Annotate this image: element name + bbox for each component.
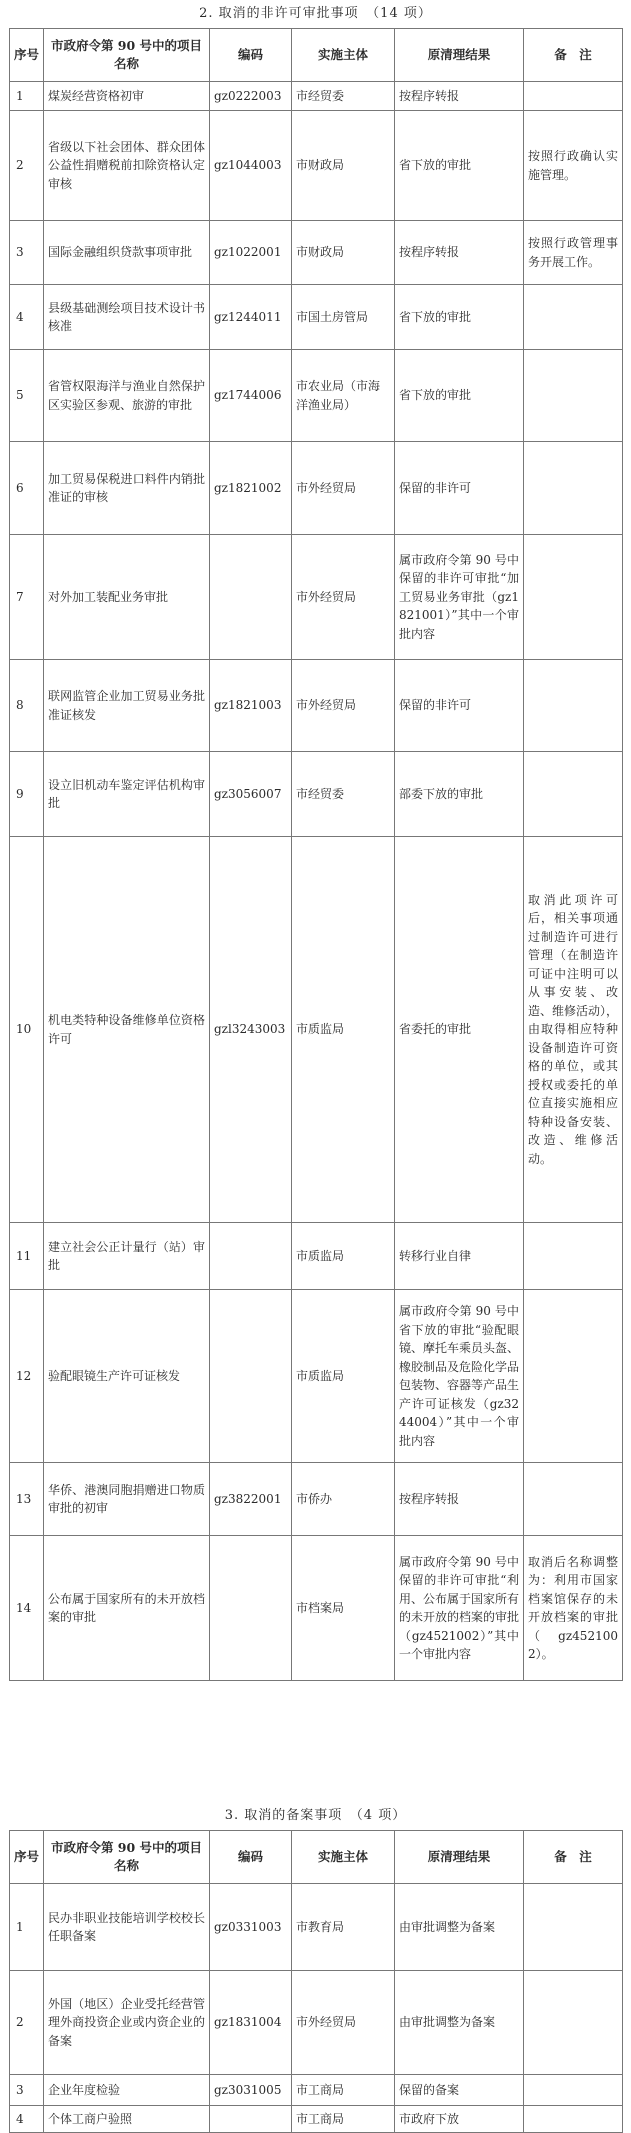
row-index: 1 (10, 1884, 44, 1971)
original-result: 保留的非许可 (395, 442, 524, 535)
table-header-row (10, 1831, 623, 1884)
header-agency: 实施主体 (292, 29, 395, 82)
item-code: gz3822001 (210, 1463, 292, 1536)
agency: 市质监局 (292, 1290, 395, 1463)
project-name: 个体工商户验照 (44, 2106, 210, 2133)
remarks (524, 2075, 623, 2106)
row-index: 9 (10, 752, 44, 837)
item-code: gz3056007 (210, 752, 292, 837)
remarks (524, 1223, 623, 1290)
item-code: gz1831004 (210, 1971, 292, 2075)
remarks (524, 535, 623, 660)
row-index: 2 (10, 111, 44, 221)
project-name: 验配眼镜生产许可证核发 (44, 1290, 210, 1463)
table-row (10, 442, 623, 535)
row-index: 13 (10, 1463, 44, 1536)
remarks (524, 1971, 623, 2075)
project-name: 民办非职业技能培训学校校长任职备案 (44, 1884, 210, 1971)
remarks (524, 1884, 623, 1971)
original-result: 部委下放的审批 (395, 752, 524, 837)
agency: 市工商局 (292, 2106, 395, 2133)
item-code (210, 535, 292, 660)
original-result: 按程序转报 (395, 221, 524, 285)
remarks (524, 350, 623, 442)
row-index: 11 (10, 1223, 44, 1290)
item-code: gz1821003 (210, 660, 292, 752)
table-row (10, 837, 623, 1223)
original-result: 省下放的审批 (395, 111, 524, 221)
project-name: 华侨、港澳同胞捐赠进口物质审批的初审 (44, 1463, 210, 1536)
original-result: 属市政府令第 90 号中保留的非许可审批“加工贸易业务审批（gz1821001）”其中一个审批内容 (395, 535, 524, 660)
row-index: 2 (10, 1971, 44, 2075)
header-remarks: 备 注 (524, 1831, 623, 1884)
agency: 市工商局 (292, 2075, 395, 2106)
remarks (524, 2106, 623, 2133)
agency: 市教育局 (292, 1884, 395, 1971)
project-name: 外国（地区）企业受托经营管理外商投资企业或内资企业的备案 (44, 1971, 210, 2075)
section-2-table (9, 28, 623, 1681)
table-row (10, 1290, 623, 1463)
row-index: 6 (10, 442, 44, 535)
section-3-table (9, 1830, 623, 2133)
item-code: gz1821002 (210, 442, 292, 535)
item-code: gz1244011 (210, 285, 292, 350)
remarks (524, 752, 623, 837)
header-original-result: 原清理结果 (395, 29, 524, 82)
original-result: 市政府下放 (395, 2106, 524, 2133)
table-row (10, 1223, 623, 1290)
agency: 市财政局 (292, 221, 395, 285)
table-row (10, 752, 623, 837)
item-code: gz3031005 (210, 2075, 292, 2106)
agency: 市质监局 (292, 1223, 395, 1290)
table-row (10, 285, 623, 350)
agency: 市农业局（市海洋渔业局） (292, 350, 395, 442)
row-index: 8 (10, 660, 44, 752)
row-index: 3 (10, 221, 44, 285)
item-code (210, 2106, 292, 2133)
remarks (524, 1290, 623, 1463)
project-name: 国际金融组织贷款事项审批 (44, 221, 210, 285)
agency: 市外经贸局 (292, 660, 395, 752)
table-row (10, 111, 623, 221)
item-code: gz0331003 (210, 1884, 292, 1971)
original-result: 按程序转报 (395, 82, 524, 111)
original-result: 由审批调整为备案 (395, 1884, 524, 1971)
row-index: 10 (10, 837, 44, 1223)
original-result: 属市政府令第 90 号中保留的非许可审批“利用、公布属于国家所有的未开放的档案的审批（gz4521002）”其中一个审批内容 (395, 1536, 524, 1681)
item-code: gz1022001 (210, 221, 292, 285)
table-row (10, 660, 623, 752)
table-row (10, 535, 623, 660)
table-row (10, 1463, 623, 1536)
table-row (10, 82, 623, 111)
original-result: 按程序转报 (395, 1463, 524, 1536)
agency: 市外经贸局 (292, 442, 395, 535)
table-row (10, 1971, 623, 2075)
remarks (524, 660, 623, 752)
section-3-title: 3. 取消的备案事项 （4 项） (224, 1808, 407, 1823)
original-result: 省下放的审批 (395, 350, 524, 442)
agency: 市经贸委 (292, 752, 395, 837)
section-2-title: 2. 取消的非许可审批事项 （14 项） (199, 6, 432, 21)
project-name: 企业年度检验 (44, 2075, 210, 2106)
remarks: 按照行政确认实施管理。 (524, 111, 623, 221)
remarks (524, 285, 623, 350)
project-name: 机电类特种设备维修单位资格许可 (44, 837, 210, 1223)
row-index: 14 (10, 1536, 44, 1681)
original-result: 省下放的审批 (395, 285, 524, 350)
row-index: 3 (10, 2075, 44, 2106)
header-project-name: 市政府令第 90 号中的项目名称 (44, 29, 210, 82)
project-name: 公布属于国家所有的未开放档案的审批 (44, 1536, 210, 1681)
header-remarks: 备 注 (524, 29, 623, 82)
agency: 市经贸委 (292, 82, 395, 111)
agency: 市外经贸局 (292, 535, 395, 660)
remarks: 取消后名称调整为：利用市国家档案馆保存的未开放档案的审批（gz4521002）。 (524, 1536, 623, 1681)
row-index: 5 (10, 350, 44, 442)
project-name: 加工贸易保税进口料件内销批准证的审核 (44, 442, 210, 535)
header-agency: 实施主体 (292, 1831, 395, 1884)
header-original-result: 原清理结果 (395, 1831, 524, 1884)
item-code (210, 1290, 292, 1463)
project-name: 联网监管企业加工贸易业务批准证核发 (44, 660, 210, 752)
project-name: 设立旧机动车鉴定评估机构审批 (44, 752, 210, 837)
item-code: gz1744006 (210, 350, 292, 442)
original-result: 保留的非许可 (395, 660, 524, 752)
row-index: 1 (10, 82, 44, 111)
table-row (10, 1536, 623, 1681)
remarks: 取消此项许可后，相关事项通过制造许可进行管理（在制造许可证中注明可以从事安装、改造、维修活动），由取得相应特种设备制造许可资格的单位，或其授权或委托的单位直接实施相应特种设备安装、改造、维修活动。 (524, 837, 623, 1223)
original-result: 省委托的审批 (395, 837, 524, 1223)
agency: 市档案局 (292, 1536, 395, 1681)
project-name: 建立社会公正计量行（站）审批 (44, 1223, 210, 1290)
row-index: 12 (10, 1290, 44, 1463)
remarks (524, 1463, 623, 1536)
table-row (10, 221, 623, 285)
item-code (210, 1536, 292, 1681)
item-code: gz0222003 (210, 82, 292, 111)
project-name: 省级以下社会团体、群众团体公益性捐赠税前扣除资格认定审核 (44, 111, 210, 221)
project-name: 省管权限海洋与渔业自然保护区实验区参观、旅游的审批 (44, 350, 210, 442)
table-row (10, 1884, 623, 1971)
row-index: 4 (10, 285, 44, 350)
project-name: 煤炭经营资格初审 (44, 82, 210, 111)
item-code (210, 1223, 292, 1290)
header-code: 编码 (210, 1831, 292, 1884)
project-name: 对外加工装配业务审批 (44, 535, 210, 660)
row-index: 7 (10, 535, 44, 660)
agency: 市外经贸局 (292, 1971, 395, 2075)
agency: 市质监局 (292, 837, 395, 1223)
item-code: gzl3243003 (210, 837, 292, 1223)
table-row (10, 2075, 623, 2106)
header-index: 序号 (10, 29, 44, 82)
remarks: 按照行政管理事务开展工作。 (524, 221, 623, 285)
table-row (10, 2106, 623, 2133)
original-result: 转移行业自律 (395, 1223, 524, 1290)
header-code: 编码 (210, 29, 292, 82)
remarks (524, 82, 623, 111)
item-code: gz1044003 (210, 111, 292, 221)
original-result: 属市政府令第 90 号中省下放的审批“验配眼镜、摩托车乘员头盔、橡胶制品及危险化学品包装物、容器等产品生产许可证核发（gz3244004）”其中一个审批内容 (395, 1290, 524, 1463)
agency: 市国土房管局 (292, 285, 395, 350)
agency: 市财政局 (292, 111, 395, 221)
table-header-row (10, 29, 623, 82)
original-result: 保留的备案 (395, 2075, 524, 2106)
header-index: 序号 (10, 1831, 44, 1884)
table-row (10, 350, 623, 442)
agency: 市侨办 (292, 1463, 395, 1536)
row-index: 4 (10, 2106, 44, 2133)
header-project-name: 市政府令第 90 号中的项目名称 (44, 1831, 210, 1884)
original-result: 由审批调整为备案 (395, 1971, 524, 2075)
remarks (524, 442, 623, 535)
project-name: 县级基础测绘项目技术设计书核准 (44, 285, 210, 350)
